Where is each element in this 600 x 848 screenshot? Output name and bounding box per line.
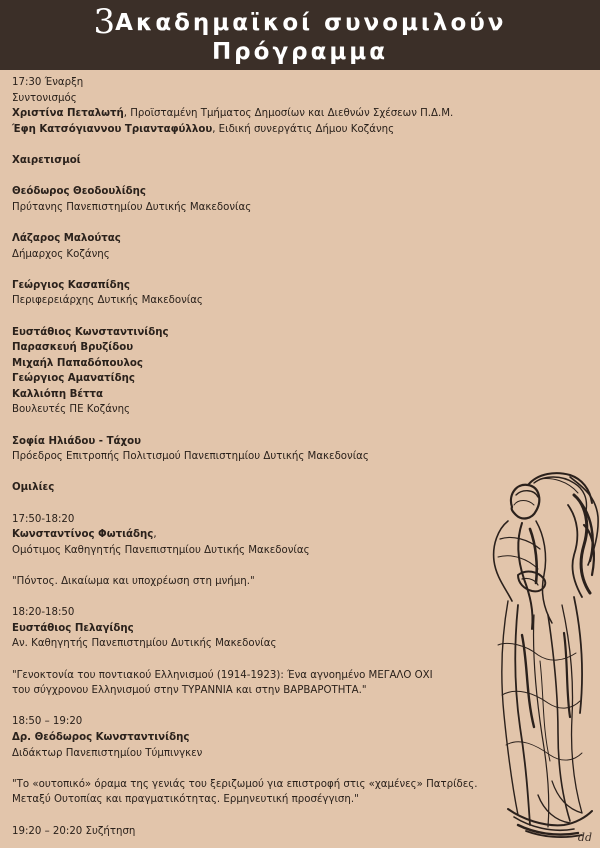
greeting-1-name: Θεόδωρος Θεοδουλίδης <box>12 186 146 198</box>
moderator-2-role: , Ειδική συνεργάτις Δήμου Κοζάνης <box>212 123 395 135</box>
talk-3-title-line-1: "Το «ουτοπικό» όραμα της γενιάς του ξεριζωμού για επιστροφή στις «χαμένες» Πατρίδες. <box>12 778 478 790</box>
talk-2-title-line-2: του σύγχρονου Ελληνισμού στην ΤΥΡΑΝΝΙΑ και στην ΒΑΡΒΑΡΟΤΗΤΑ." <box>12 685 367 697</box>
greeting-2-name: Λάζαρος Μαλούτας <box>12 232 121 244</box>
talk-1-comma: , <box>153 529 157 541</box>
greeting-5-role: Πρόεδρος Επιτροπής Πολιτισμού Πανεπιστημίου Δυτικής Μακεδονίας <box>12 451 369 463</box>
talk-3-role: Διδάκτωρ Πανεπιστημίου Τύμπινγκεν <box>12 747 203 759</box>
event-title <box>0 2 600 42</box>
title-number: 3 <box>93 2 116 42</box>
talk-1-name: Κωνσταντίνος Φωτιάδης <box>12 529 154 541</box>
title-text: Ακαδημαϊκοί συνομιλούν <box>115 10 507 36</box>
talks-heading: Ομιλίες <box>12 482 55 494</box>
header-banner <box>0 0 600 70</box>
greetings-heading: Χαιρετισμοί <box>12 154 81 166</box>
moderator-2 <box>12 122 572 138</box>
moderator-1 <box>12 106 572 122</box>
talk-2-role: Αν. Καθηγητής Πανεπιστημίου Δυτικής Μακεδονίας <box>12 638 277 650</box>
artist-signature: dd <box>577 831 592 844</box>
opening-line: 17:30 Έναρξη <box>12 77 84 88</box>
mps-role: Βουλευτές ΠΕ Κοζάνης <box>12 404 131 416</box>
greeting-3-name: Γεώργιος Κασαπίδης <box>12 279 130 291</box>
mp-4-name: Γεώργιος Αμανατίδης <box>12 373 135 385</box>
talk-2-time: 18:20-18:50 <box>12 607 75 619</box>
program-subtitle: Πρόγραμμα <box>211 39 389 65</box>
greeting-1-role: Πρύτανης Πανεπιστημίου Δυτικής Μακεδονίας <box>12 201 252 213</box>
moderator-1-name: Χριστίνα Πεταλωτή <box>12 108 124 120</box>
greeting-3-role: Περιφερειάρχης Δυτικής Μακεδονίας <box>12 295 203 307</box>
talk-1-title: "Πόντος. Δικαίωμα και υποχρέωση στη μνήμη." <box>12 576 255 587</box>
talk-3-time: 18:50 – 19:20 <box>12 716 83 728</box>
moderator-2-name: Έφη Κατσόγιαννου Τριανταφύλλου <box>12 123 213 135</box>
discussion-line: 19:20 – 20:20 Συζήτηση <box>12 825 136 837</box>
talk-2-name: Ευστάθιος Πελαγίδης <box>12 622 134 634</box>
mp-3-name: Μιχαήλ Παπαδόπουλος <box>12 357 143 369</box>
talk-2-title-line-1: "Γενοκτονία του ποντιακού Ελληνισμού (1914-1923): Ένα αγνοημένο ΜΕΓΑΛΟ ΟΧΙ <box>12 669 433 681</box>
talk-3-title-line-2: Μεταξύ Ουτοπίας και πραγματικότητας. Ερμηνευτική προσέγγιση." <box>12 794 359 806</box>
mp-1-name: Ευστάθιος Κωνσταντινίδης <box>12 326 169 338</box>
talk-3-name: Δρ. Θεόδωρος Κωνσταντινίδης <box>12 731 190 743</box>
talk-1-role: Ομότιμος Καθηγητής Πανεπιστημίου Δυτικής Μακεδονίας <box>12 544 310 556</box>
talk-1-time: 17:50-18:20 <box>12 513 75 525</box>
moderator-1-role: , Προϊσταμένη Τμήματος Δημοσίων και Διεθνών Σχέσεων Π.Δ.Μ. <box>123 108 454 120</box>
greeting-5-name: Σοφία Ηλιάδου - Τάχου <box>12 435 141 447</box>
mp-2-name: Παρασκευή Βρυζίδου <box>12 342 134 354</box>
sketch-figure-illustration <box>478 465 600 840</box>
moderation-label: Συντονισμός <box>12 92 77 104</box>
mp-5-name: Καλλιόπη Βέττα <box>12 388 104 400</box>
greeting-2-role: Δήμαρχος Κοζάνης <box>12 248 110 260</box>
